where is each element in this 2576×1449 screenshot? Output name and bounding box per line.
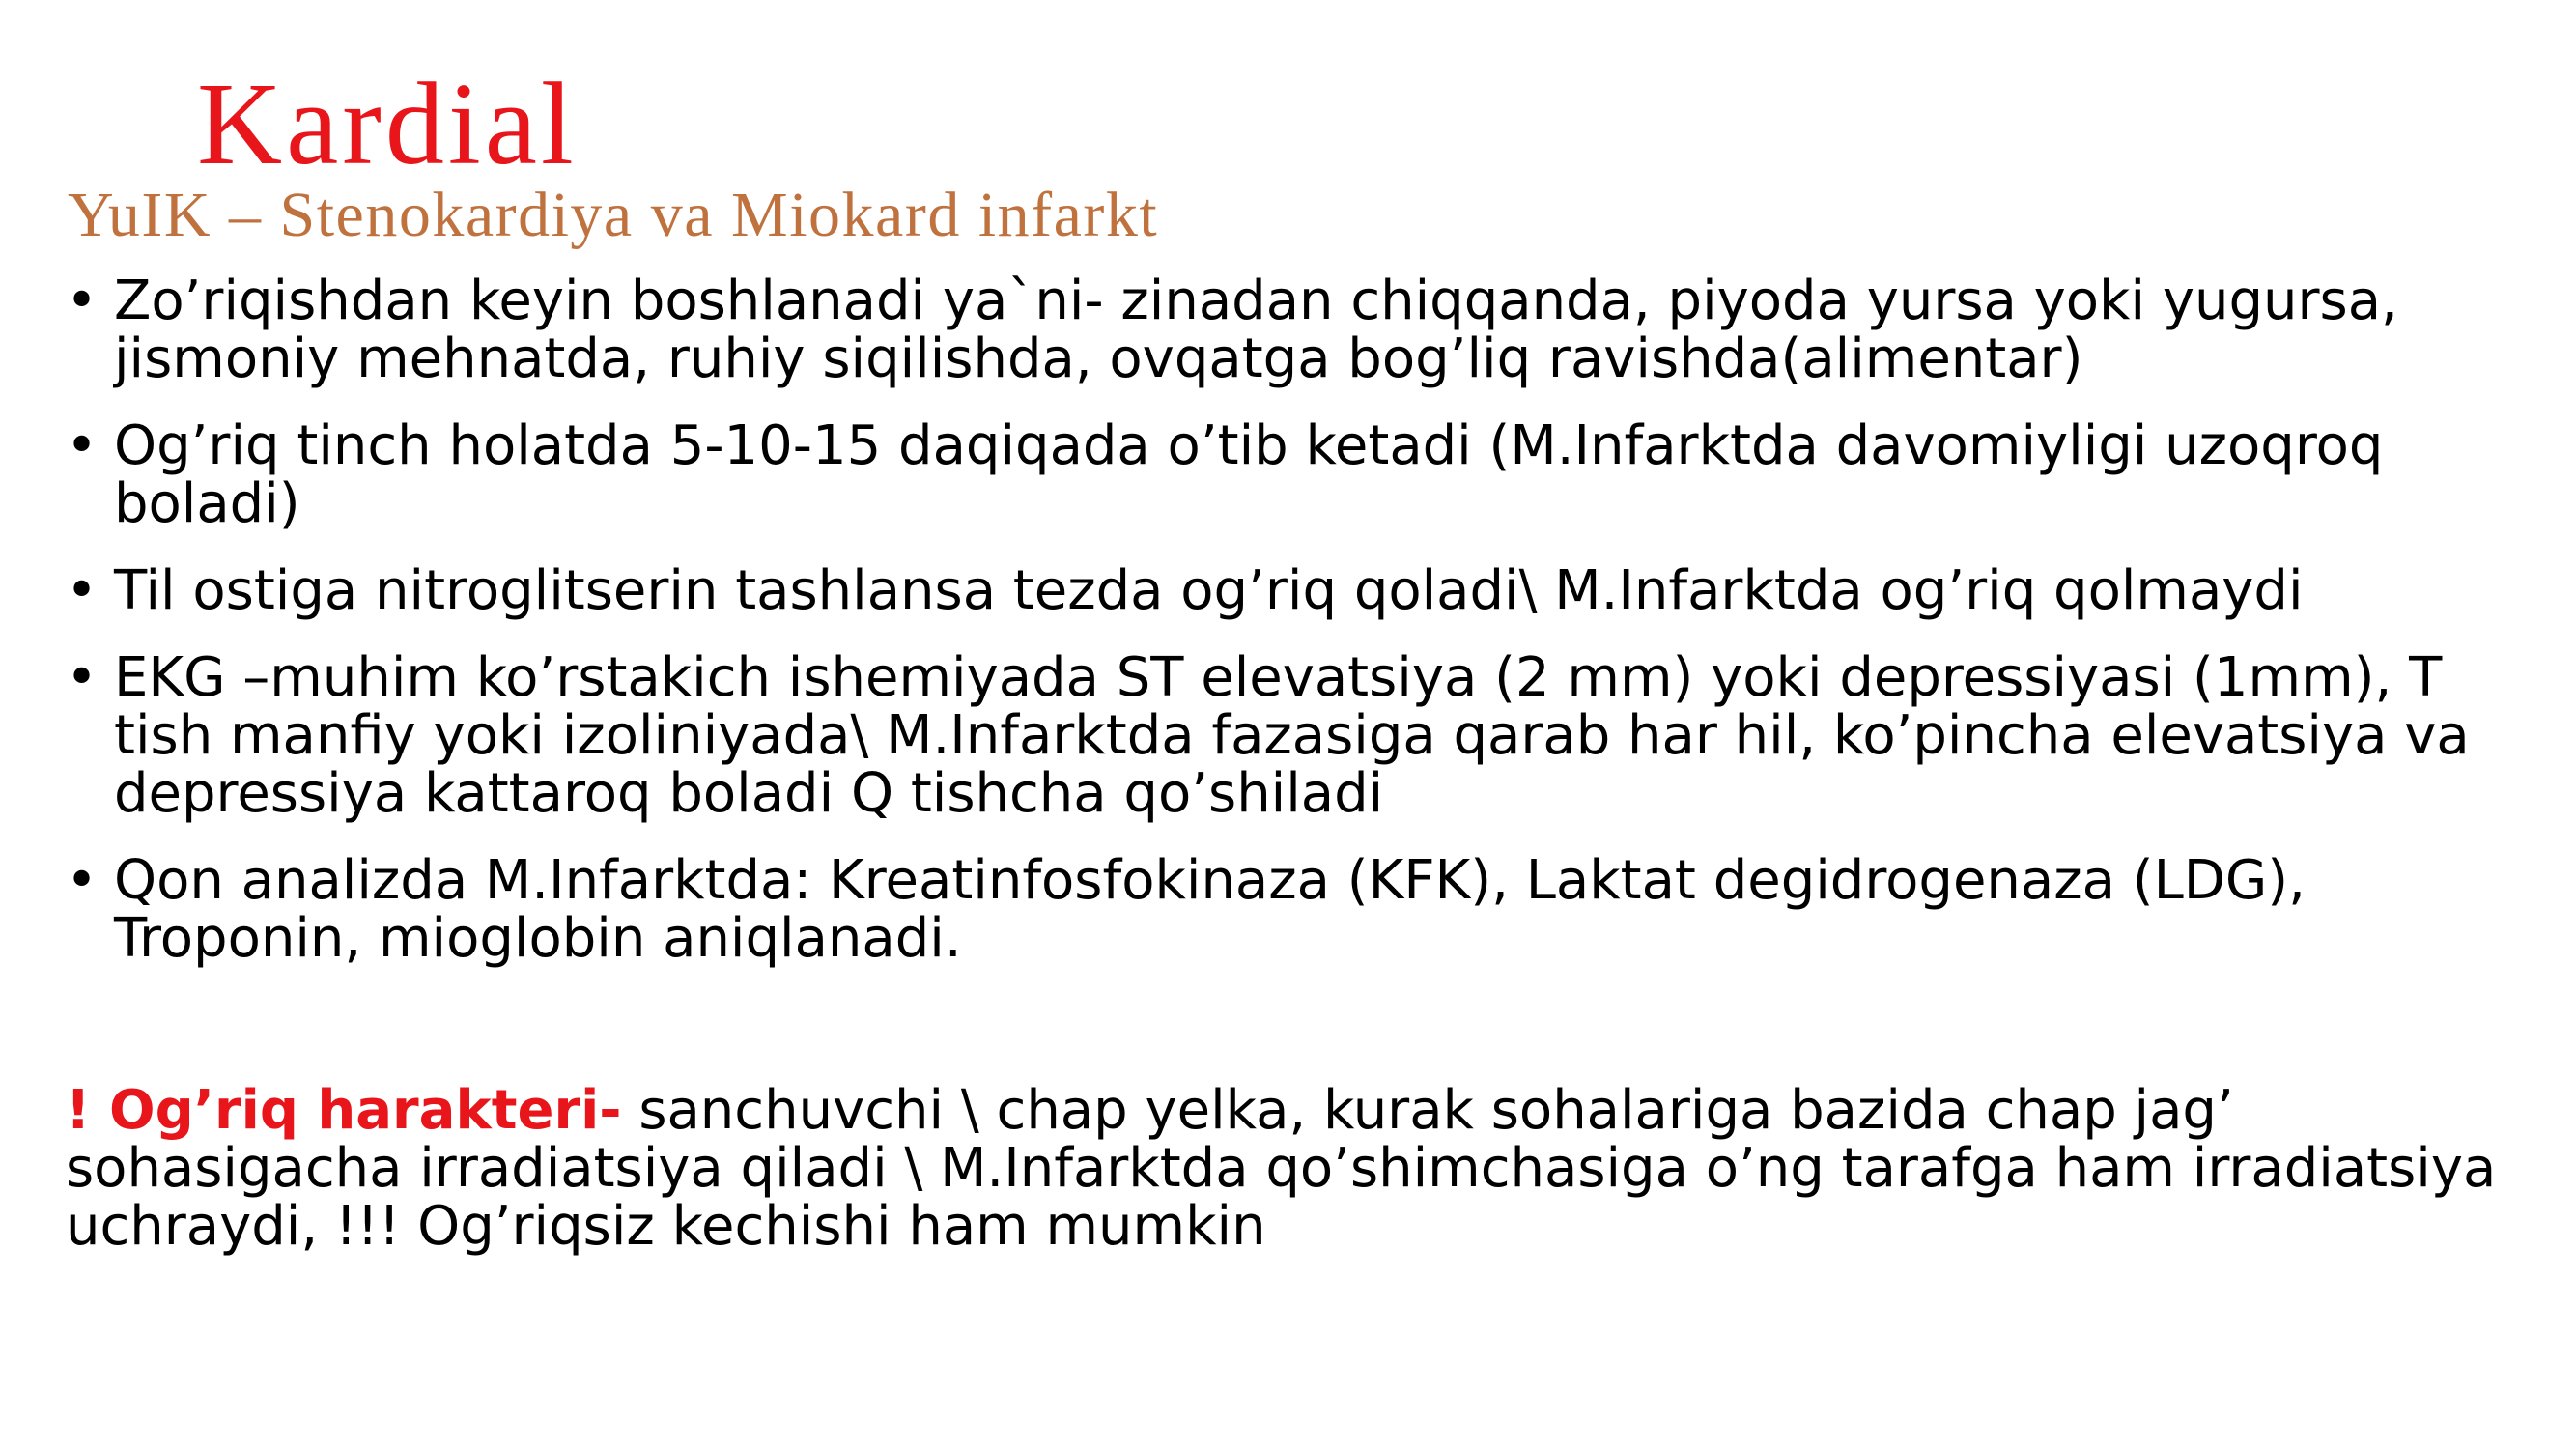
bullet-item	[66, 559, 2548, 622]
bullet-dot-icon: •	[66, 559, 99, 622]
bullet-dot-icon: •	[66, 646, 99, 709]
bullet-text: Zo’riqishdan keyin boshlanadi ya`ni- zinadan chiqqanda, piyoda yursa yoki yugursa, jismoniy mehnatda, ruhiy siqilishda, ovqatga bog’liq ravishda(alimentar)	[114, 270, 2398, 390]
bullet-item	[66, 272, 2548, 388]
pain-character-note	[66, 1079, 2538, 1258]
bullet-item	[66, 414, 2548, 535]
bullet-item	[66, 646, 2548, 825]
bullet-text: Og’riq tinch holatda 5-10-15 daqiqada o’tib ketadi (M.Infarktda davomiyligi uzoqroq boladi)	[114, 414, 2384, 535]
bullet-text: EKG –muhim ko’rstakich ishemiyada ST elevatsiya (2 mm) yoki depressiyasi (1mm), T tish manfiy yoki izoliniyada\ M.Infarktda fazasiga qarab har hil, ko’pincha elevatsiya va depressiya kattaroq boladi Q tishcha qo’shiladi	[114, 646, 2470, 825]
note-lead: ! Og’riq harakteri-	[66, 1079, 622, 1142]
bullet-item	[66, 849, 2548, 970]
slide-title: Kardial	[197, 59, 578, 189]
bullet-text: Til ostiga nitroglitserin tashlansa tezda og’riq qoladi\ M.Infarktda og’riq qolmaydi	[114, 559, 2304, 622]
bullet-list	[66, 272, 2548, 997]
bullet-dot-icon: •	[66, 414, 99, 477]
bullet-text: Qon analizda M.Infarktda: Kreatinfosfokinaza (KFK), Laktat degidrogenaza (LDG), Troponin, mioglobin aniqlanadi.	[114, 849, 2306, 970]
slide-subtitle: YuIK – Stenokardiya va Miokard infarkt	[68, 180, 1159, 250]
bullet-dot-icon: •	[66, 270, 99, 332]
note-text: sanchuvchi \ chap yelka, kurak sohalariga bazida chap jag’ sohasigacha irradiatsiya qiladi \ M.Infarktda qo’shimchasiga o’ng tarafga ham irradiatsiya uchraydi, !!! Og’riqsiz kechishi ham mumkin	[66, 1079, 2497, 1258]
bullet-dot-icon: •	[66, 849, 99, 912]
